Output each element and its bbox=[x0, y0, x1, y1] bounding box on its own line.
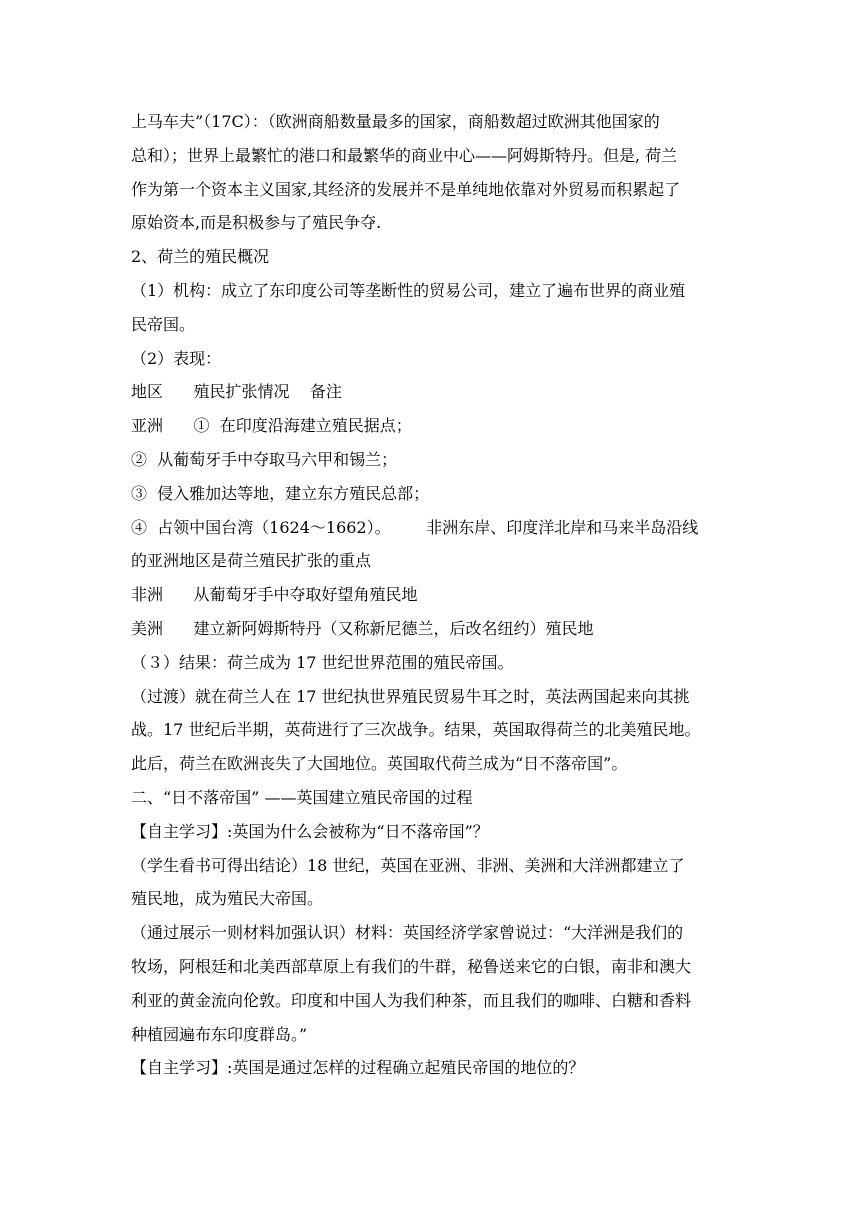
document-page bbox=[131, 105, 731, 1085]
table-row-line: ③ 侵入雅加达等地，建立东方殖民总部； bbox=[131, 483, 430, 503]
text-line: 【自主学习】:英国是通过怎样的过程确立起殖民帝国的地位的？ bbox=[131, 1058, 585, 1078]
text-line: 殖民地，成为殖民大帝国。 bbox=[131, 889, 324, 909]
section-heading: 二、“日不落帝国” ——英国建立殖民帝国的过程 bbox=[131, 787, 473, 807]
text-line: （2）表现： bbox=[131, 348, 222, 368]
text-line: （学生看书可得出结论）18 世纪，英国在亚洲、非洲、美洲和大洋洲都建立了 bbox=[131, 855, 685, 875]
text-line: 原始资本,而是积极参与了殖民争夺. bbox=[131, 213, 382, 233]
text-line: （过渡）就在荷兰人在 17 世纪执世界殖民贸易牛耳之时，英法两国起来向其挑 bbox=[131, 686, 690, 706]
text-line: 牧场，阿根廷和北美西部草原上有我们的牛群，秘鲁送来它的白银，南非和澳大 bbox=[131, 956, 692, 976]
text-line: （通过展示一则材料加强认识）材料：英国经济学家曾说过：“大洋洲是我们的 bbox=[131, 923, 684, 943]
text-line: 种植园遍布东印度群岛。” bbox=[131, 1024, 308, 1044]
text-line: 上马车夫”（17C）：（欧洲商船数量最多的国家，商船数超过欧洲其他国家的 bbox=[131, 112, 660, 131]
text-line: （３）结果：荷兰成为 17 世纪世界范围的殖民帝国。 bbox=[131, 652, 514, 672]
text-line: 民帝国。 bbox=[131, 314, 196, 334]
text-line: （1）机构：成立了东印度公司等垄断性的贸易公司，建立了遍布世界的商业殖 bbox=[131, 280, 686, 300]
table-row-line: 的亚洲地区是荷兰殖民扩张的重点 bbox=[131, 551, 372, 571]
text-line: 利亚的黄金流向伦敦。印度和中国人为我们种茶，而且我们的咖啡、白糖和香料 bbox=[131, 990, 692, 1010]
text-line: 战。17 世纪后半期，英荷进行了三次战争。结果，英国取得荷兰的北美殖民地。 bbox=[131, 720, 701, 740]
table-row-line: 非洲 从葡萄牙手中夺取好望角殖民地 bbox=[131, 585, 418, 605]
section-heading: 2、荷兰的殖民概况 bbox=[131, 247, 270, 267]
table-header-line: 地区 殖民扩张情况 备注 bbox=[131, 382, 342, 402]
text-line: 总和）；世界上最繁忙的港口和最繁华的商业中心——阿姆斯特丹。但是, 荷兰 bbox=[131, 145, 678, 165]
table-row-line: ④ 占领中国台湾（1624～1662）。 非洲东岸、印度洋北岸和马来半岛沿线 bbox=[131, 517, 699, 537]
text-line: 【自主学习】:英国为什么会被称为“日不落帝国”？ bbox=[131, 821, 489, 841]
table-row-line: 亚洲 ① 在印度沿海建立殖民据点； bbox=[131, 416, 412, 436]
table-row-line: ② 从葡萄牙手中夺取马六甲和锡兰； bbox=[131, 449, 398, 469]
text-line: 作为第一个资本主义国家,其经济的发展并不是单纯地依靠对外贸易而积累起了 bbox=[131, 179, 681, 199]
text-line: 此后，荷兰在欧洲丧失了大国地位。英国取代荷兰成为“日不落帝国”。 bbox=[131, 754, 628, 774]
table-row-line: 美洲 建立新阿姆斯特丹（又称新尼德兰，后改名纽约）殖民地 bbox=[131, 618, 594, 638]
